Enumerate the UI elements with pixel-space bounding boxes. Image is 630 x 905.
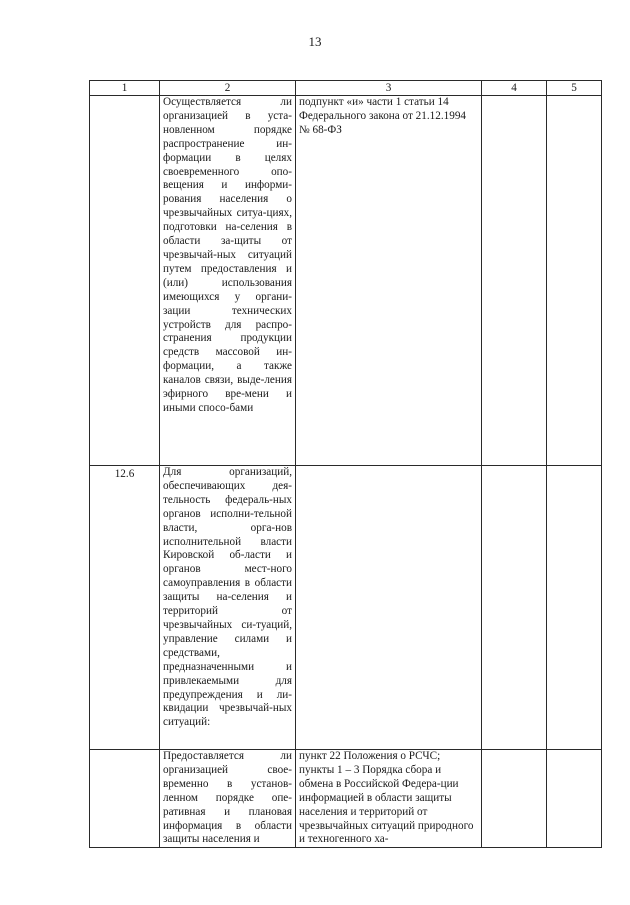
table-row [90,96,602,466]
table-row [90,750,602,848]
cell-col4 [482,750,547,848]
page-number: 13 [308,34,322,49]
table-row [90,466,602,750]
requirement-text: Для организаций, обеспечивающих дея-тельность федераль-ных органов исполни-тельной власти, орга-нов исполнительной власти Кировской об-ласти и органов мест-ного самоуправления в области защиты на-селения и территорий от чрезвычайных си-туаций, управление силами и средствами, предназначенными и привлекаемыми для предупреждения и ли-квидации чрезвычай-ных ситуаций: [160,466,296,750]
requirement-text: Осуществляется ли организацией в уста-новленном порядке распространение ин-формации в целях своевременного опо-вещения и информи-рования населения о чрезвычайных ситуа-циях, подготовки на-селения в области за-щиты от чрезвычай-ных ситуаций путем предоставления и (или) использования имеющихся у органи-зации технических устройств для распро-странения продукции средств массовой ин-формации, а также каналов связи, выде-ления эфирного вре-мени и иными спосо-бами [160,96,296,466]
legal-reference: подпункт «и» части 1 статьи 14 Федерального закона от 21.12.1994 № 68-ФЗ [296,96,482,466]
cell-col5 [547,466,602,750]
compliance-table [89,80,602,848]
row-number [90,96,160,466]
cell-col4 [482,96,547,466]
legal-reference: пункт 22 Положения о РСЧС; пункты 1 – 3 Порядка сбора и обмена в Российской Федера-ции информацией в области защиты населения и территорий от чрезвычайных ситуаций природного и техногенного ха- [296,750,482,848]
row-number: 12.6 [90,466,160,750]
cell-col5 [547,750,602,848]
table-header-row [90,81,602,96]
column-header-2: 2 [160,81,296,96]
requirement-text: Предоставляется ли организацией свое-временно в установ-ленном порядке опе-ративная и плановая информация в области защиты населения и [160,750,296,848]
column-header-3: 3 [296,81,482,96]
cell-col4 [482,466,547,750]
column-header-4: 4 [482,81,547,96]
cell-col5 [547,96,602,466]
row-number [90,750,160,848]
column-header-1: 1 [90,81,160,96]
legal-reference [296,466,482,750]
column-header-5: 5 [547,81,602,96]
